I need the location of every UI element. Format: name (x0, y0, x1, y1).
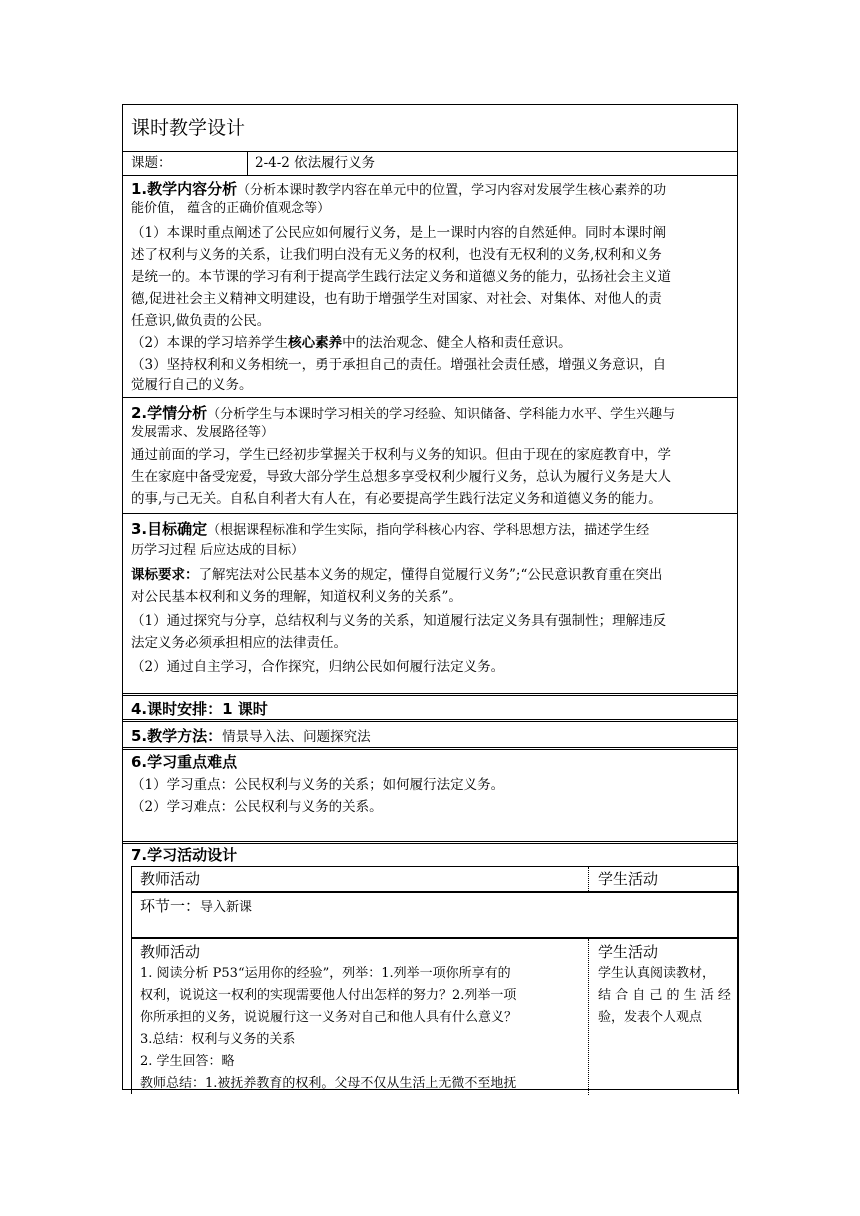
lesson-plan-table (122, 104, 738, 1090)
topic-row (123, 151, 737, 175)
teacher-activity-line: 教师总结：1.被抚养教育的权利。父母不仅从生活上无微不至地抚 (140, 1076, 517, 1091)
section3-goal-line: （2）通过自主学习，合作探究，归纳公民如何履行法定义务。 (131, 659, 505, 675)
teacher-activity-line: 你所承担的义务，说说履行这一义务对自己和他人具有什么意义？ (140, 1010, 518, 1025)
section3-goal-line: （1）通过探究与分享，总结权利与义务的关系，知道履行法定义务具有强制性；理解违反 (131, 613, 667, 629)
section1-para-line: 是统一的。本节课的学习有利于提高学生践行法定义务和道德义务的能力，弘扬社会主义道 (131, 269, 671, 285)
core-pre: 本课的学习培养学生 (166, 335, 289, 351)
section5-heading: 5.教学方法： (131, 727, 223, 745)
section1-para-line: 德,促进社会主义精神文明建设，也有助于增强学生对国家、对社会、对集体、对他人的责 (131, 291, 662, 307)
section2-para-line: 生在家庭中备受宠爱，导致大部分学生总想多享受权利少履行义务，总认为履行义务是大人 (131, 469, 671, 485)
teacher-activity-line: 2. 学生回答：略 (140, 1054, 235, 1069)
section-key-points (123, 747, 737, 843)
core-post: 中的法治观念、健全人格和责任意识。 (342, 335, 572, 351)
detail-divider (588, 939, 589, 1095)
section5-value: 情景导入法、问题探究法 (222, 729, 371, 745)
link-one-box (131, 892, 739, 938)
page-title: 课时教学设计 (131, 117, 246, 139)
teacher-activity-line: 权利，说说这一权利的实现需要他人付出怎样的努力？2.列举一项 (140, 988, 517, 1003)
section-learner-analysis (123, 397, 737, 513)
section1-para-line: （3）坚持权利和义务相统一，勇于承担自己的责任。增强社会责任感，增强义务意识，自 (131, 357, 667, 373)
student-activity-subheader: 学生活动 (598, 943, 659, 961)
section3-heading-line (131, 518, 649, 542)
teacher-activity-subheader: 教师活动 (140, 943, 201, 961)
curriculum-standard-text: 了解宪法对公民基本义务的规定，懂得自觉履行义务”;“公民意识教育重在突出 (198, 567, 663, 583)
teacher-activity-line: 3.总结：权利与义务的关系 (140, 1032, 296, 1047)
section-methods (123, 719, 737, 749)
section3-heading: 3.目标确定 (131, 520, 208, 538)
section-objectives (123, 513, 737, 695)
student-activity-line: 验，发表个人观点 (598, 1010, 703, 1025)
section1-core-literacy-line: （2）本课的学习培养学生核心素养中的法治观念、健全人格和责任意识。 (131, 335, 572, 351)
core-bold: 核心素养 (288, 335, 343, 351)
section3-goal-line: 法定义务必须承担相应的法律责任。 (131, 635, 347, 651)
section1-para-line: 任意识,做负责的公民。 (131, 313, 271, 329)
section6-line: （2）学习难点：公民权利与义务的关系。 (131, 799, 383, 815)
curriculum-standard-line (131, 564, 662, 586)
section4-heading: 4.课时安排：1 课时 (131, 700, 268, 718)
section-activity-design (123, 841, 737, 1091)
section1-note-cont: 能价值， 蕴含的正确价值观念等） (131, 201, 331, 216)
section5-line (131, 725, 371, 748)
topic-label: 课题： (131, 155, 172, 171)
section3-note-cont: 历学习过程 后应达成的目标） (131, 543, 305, 558)
section1-para-line: （1）本课时重点阐述了公民应如何履行义务，是上一课时内容的自然延伸。同时本课时阐 (131, 225, 667, 241)
section3-note: （根据课程标准和学生实际，指向学科核心内容、学科思想方法，描述学生经 (207, 523, 650, 538)
curriculum-standard-cont: 对公民基本权利和义务的理解，知道权利义务的关系”。 (131, 589, 462, 605)
section2-note: （分析学生与本课时学习相关的学习经验、知识储备、学科能力水平、学生兴趣与 (207, 407, 676, 422)
section-schedule (123, 693, 737, 721)
section1-para-line: 觉履行自己的义务。 (131, 377, 253, 393)
section6-line: （1）学习重点：公民权利与义务的关系；如何履行法定义务。 (131, 777, 505, 793)
student-activity-line: 学生认真阅读教材， (598, 966, 716, 981)
section1-para-line: 述了权利与义务的关系，让我们明白没有无义务的权利，也没有无权利的义务,权利和义务 (131, 247, 662, 263)
student-activity-line: 结 合 自 己 的 生 活 经 (598, 988, 731, 1003)
teacher-activity-line: 1. 阅读分析 P53“运用你的经验”，列举：1.列举一项你所享有的 (140, 966, 511, 981)
section1-note: （分析本课时教学内容在单元中的位置，学习内容对发展学生核心素养的功 (237, 183, 667, 198)
section2-para-line: 通过前面的学习，学生已经初步掌握关于权利与义务的知识。但由于现在的家庭教育中，学 (131, 447, 671, 463)
section1-heading: 1.教学内容分析 (131, 180, 238, 198)
link-one-line (140, 895, 252, 919)
section-content-analysis (123, 175, 737, 395)
student-activity-header: 学生活动 (598, 870, 659, 888)
teacher-activity-header: 教师活动 (140, 870, 201, 888)
curriculum-standard-label: 课标要求： (131, 567, 199, 583)
section2-para-line: 的事,与己无关。自私自利者大有人在，有必要提高学生践行法定义务和道德义务的能力。 (131, 491, 662, 507)
title-row (123, 105, 737, 151)
section2-heading: 2.学情分析 (131, 404, 208, 422)
link-one-label: 环节一： (140, 897, 201, 915)
activity-detail-box (131, 938, 739, 1094)
section6-heading: 6.学习重点难点 (131, 753, 238, 771)
topic-divider (247, 152, 248, 175)
section2-note-cont: 发展需求、发展路径等） (131, 425, 275, 440)
topic-value: 2-4-2 依法履行义务 (255, 155, 376, 171)
header-divider (588, 867, 589, 891)
section7-heading: 7.学习活动设计 (131, 846, 238, 864)
activity-header-box (131, 866, 739, 892)
link-one-value: 导入新课 (200, 900, 253, 915)
